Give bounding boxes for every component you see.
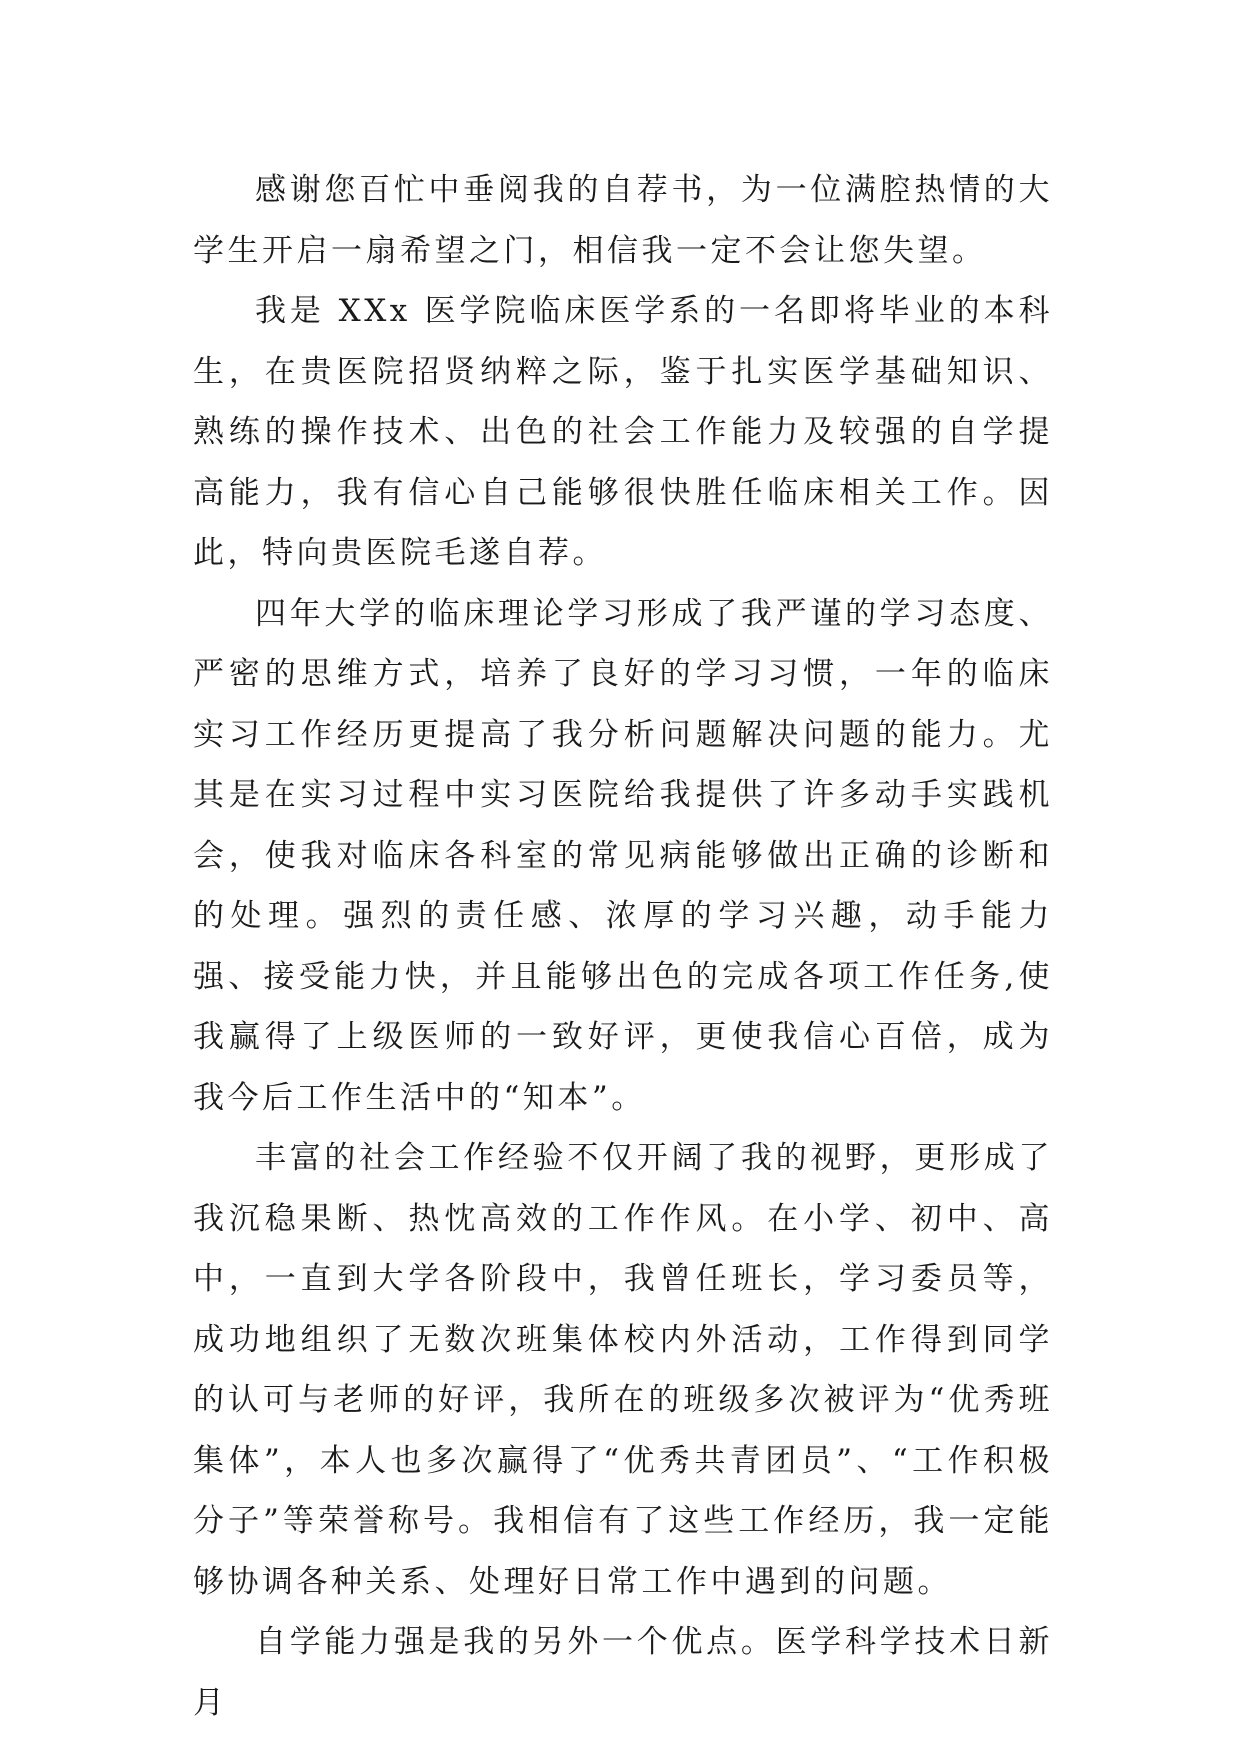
paragraph-clinical-study: 四年大学的临床理论学习形成了我严谨的学习态度、严密的思维方式，培养了良好的学习习惯，一年的临床实习工作经历更提高了我分析问题解决问题的能力。尤其是在实习过程中实习医院给我提供了许多动手实践机会，使我对临床各科室的常见病能够做出正确的诊断和的处理。强烈的责任感、浓厚的学习兴趣，动手能力强、接受能力快，并且能够出色的完成各项工作任务,使我赢得了上级医师的一致好评，更使我信心百倍，成为我今后工作生活中的“知本”。 [193, 595, 1053, 1116]
paragraph-introduction: 我是 XXx 医学院临床医学系的一名即将毕业的本科生，在贵医院招贤纳粹之际，鉴于扎实医学基础知识、熟练的操作技术、出色的社会工作能力及较强的自学提高能力，我有信心自己能够很快胜任临床相关工作。因此，特向贵医院毛遂自荐。 [193, 293, 1053, 571]
paragraph-social-work: 丰富的社会工作经验不仅开阔了我的视野，更形成了我沉稳果断、热忱高效的工作作风。在小学、初中、高中，一直到大学各阶段中，我曾任班长，学习委员等，成功地组织了无数次班集体校内外活动，工作得到同学的认可与老师的好评，我所在的班级多次被评为“优秀班集体”，本人也多次赢得了“优秀共青团员”、“工作积极分子”等荣誉称号。我相信有了这些工作经历，我一定能够协调各种关系、处理好日常工作中遇到的问题。 [193, 1140, 1053, 1600]
cover-letter-body [193, 160, 1053, 1733]
paragraph-thanks: 感谢您百忙中垂阅我的自荐书，为一位满腔热情的大学生开启一扇希望之门，相信我一定不会让您失望。 [193, 172, 1053, 269]
paragraph-self-learning: 自学能力强是我的另外一个优点。医学科学技术日新月 [193, 1624, 1053, 1721]
